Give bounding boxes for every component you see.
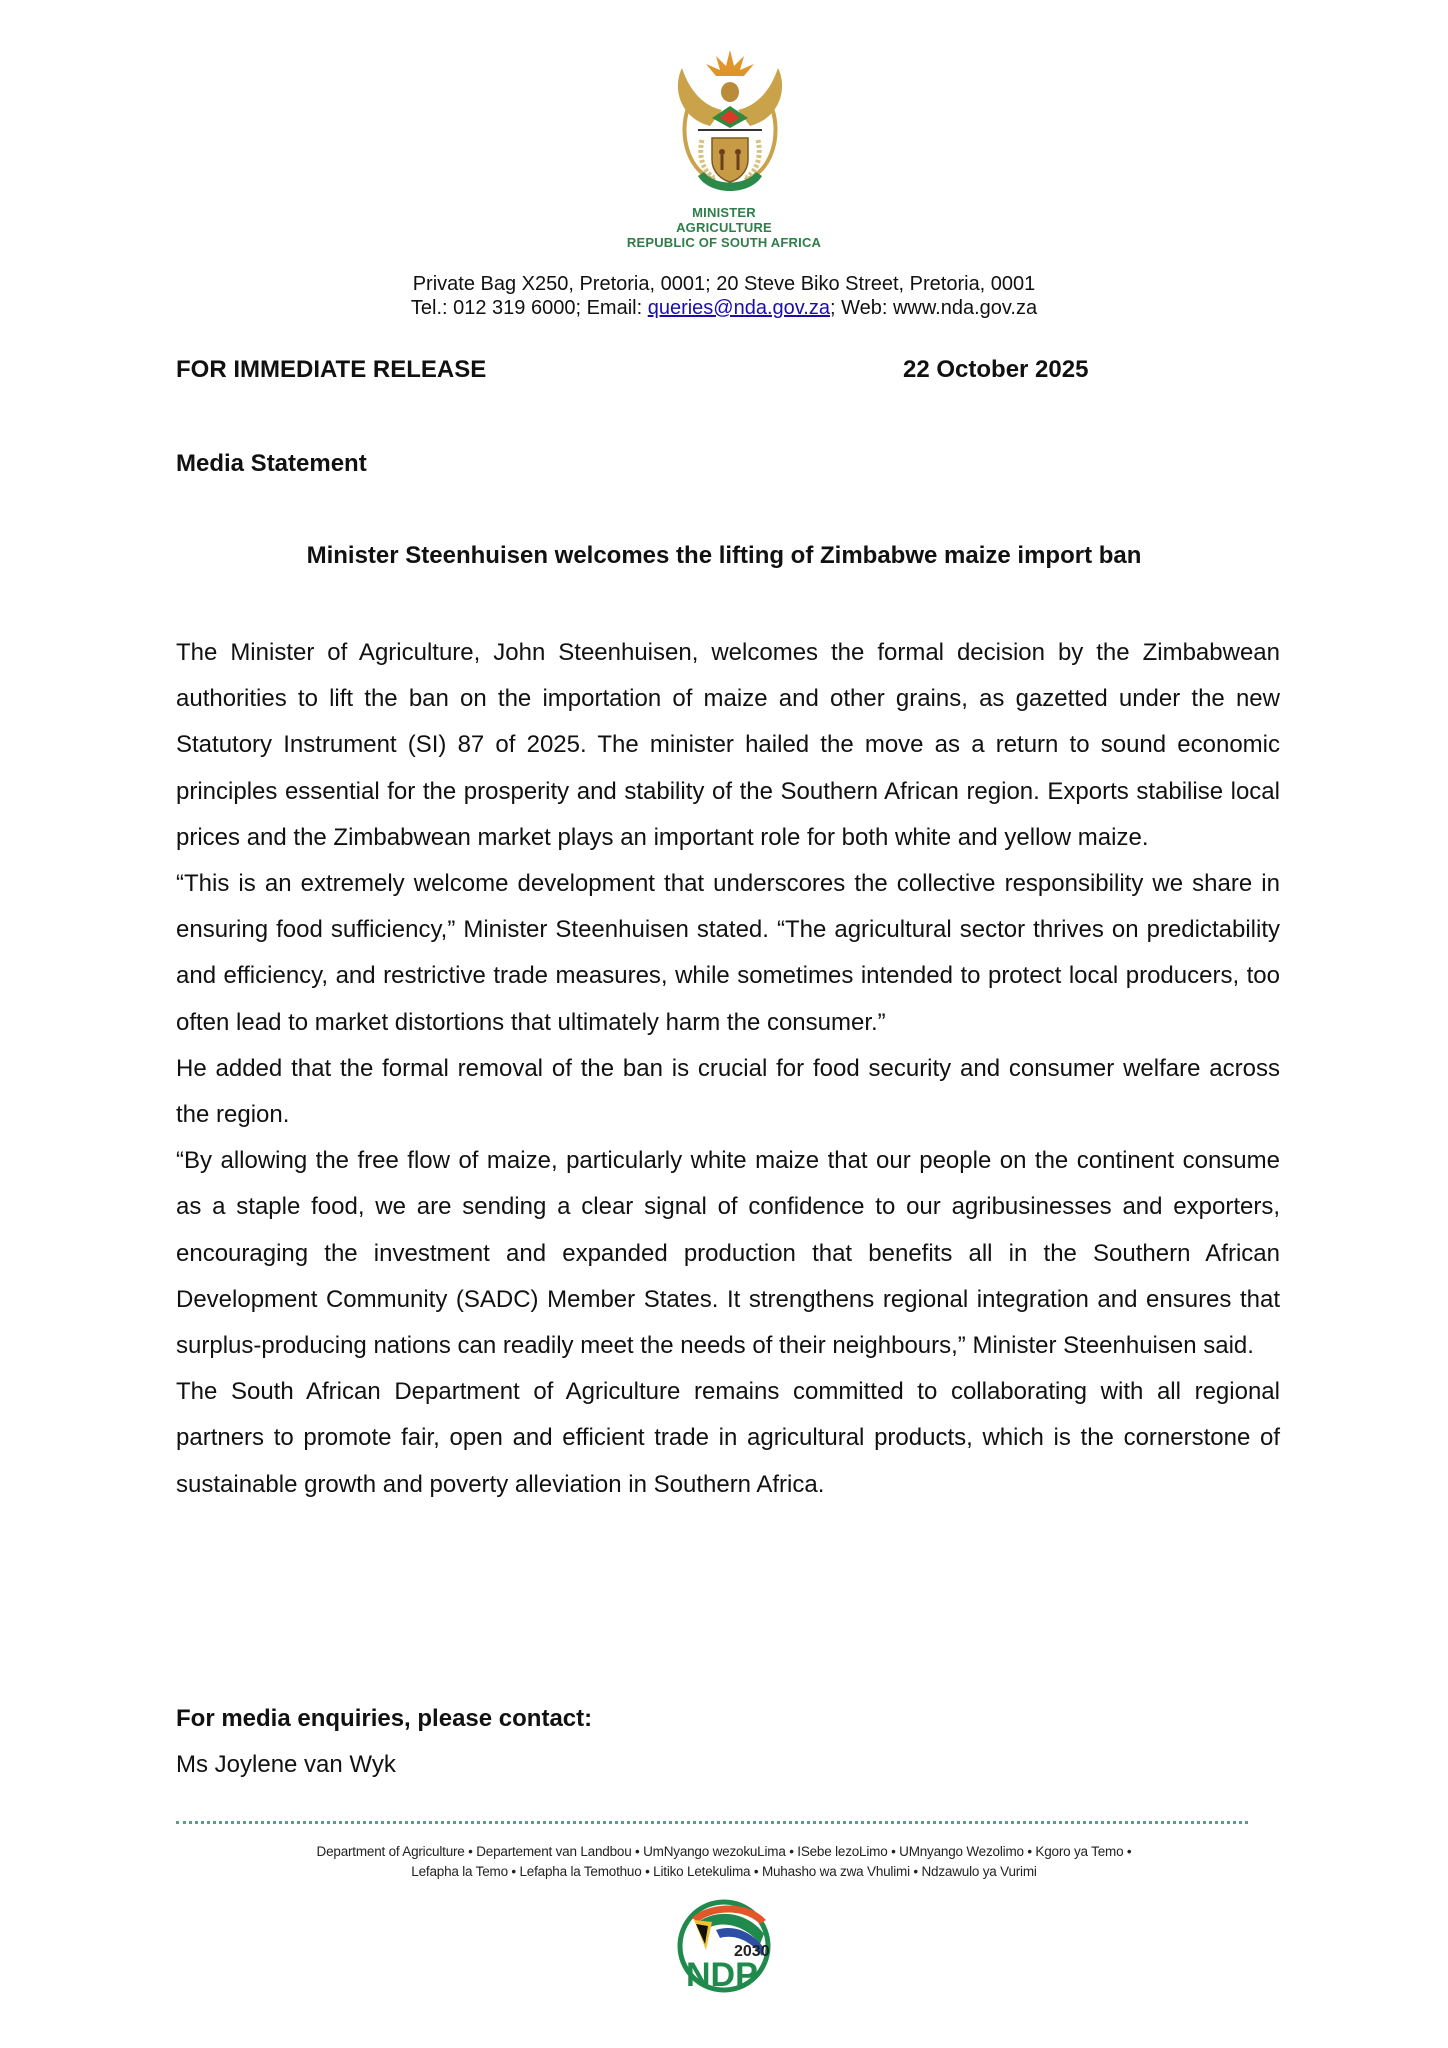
release-label: FOR IMMEDIATE RELEASE — [176, 356, 487, 383]
paragraph: He added that the formal removal of the ban is crucial for food security and consumer welfare across the region. — [176, 1054, 1280, 1129]
postal-address: Private Bag X250, Pretoria, 0001; 20 Steve Biko Street, Pretoria, 0001 — [412, 273, 1036, 295]
paragraph: The South African Department of Agriculture remains committed to collaborating with all regional partners to promote fair, open and efficient trade in agricultural products, which is the cornerstone of sustainable growth and poverty alleviation in Southern Africa. — [176, 1378, 1280, 1498]
contact-name: Ms Joylene van Wyk — [176, 1751, 396, 1778]
paragraph: The Minister of Agriculture, John Steenhuisen, welcomes the formal decision by the Zimbabwean authorities to lift the ban on the importation of maize and other grains, as gazetted under the new Statutory Instrument (SI) 87 of 2025. The minister hailed the move as a return to sound economic principles essential for the prosperity and stability of the Southern African region. Exports stabilise local prices and the Zimbabwean market plays an important role for both white and yellow maize. — [176, 639, 1280, 851]
office-line-agriculture: AGRICULTURE — [676, 220, 772, 235]
address-block — [0, 272, 1448, 320]
website-text: ; Web: www.nda.gov.za — [829, 297, 1038, 319]
contact-line — [0, 296, 1448, 320]
statement-type: Media Statement — [176, 450, 367, 477]
ndp-year: 2030 — [734, 1943, 770, 1960]
office-line-minister: MINISTER — [692, 205, 756, 220]
statement-body — [176, 630, 1280, 1508]
department-names-line: Lefapha la Temo • Lefapha la Temothuo • Litiko Letekulima • Muhasho wa zwa Vhulimi • Ndzawulo ya Vurimi — [411, 1864, 1037, 1879]
enquiries-heading: For media enquiries, please contact: — [176, 1705, 593, 1732]
media-enquiries — [176, 1696, 592, 1788]
release-row — [176, 356, 1116, 384]
office-line-country: REPUBLIC OF SOUTH AFRICA — [626, 235, 822, 250]
footer-divider — [176, 1821, 1248, 1824]
ndp-text: NDP — [686, 1956, 758, 1994]
ministry-name-block — [0, 205, 1448, 250]
release-date: 22 October 2025 — [903, 356, 1089, 383]
email-link[interactable]: queries@nda.gov.za — [647, 297, 830, 319]
department-names-line: Department of Agriculture • Departement van Landbou • UmNyango wezokuLima • ISebe lezoLimo • UMnyango Wezolimo • Kgoro ya Temo • — [316, 1844, 1132, 1859]
ndp-2030-logo-icon — [668, 1894, 780, 1994]
coat-of-arms-icon — [670, 48, 790, 198]
paragraph: “By allowing the free flow of maize, particularly white maize that our people on the continent consume as a staple food, we are sending a clear signal of confidence to our agribusinesses and exporters, encouraging the investment and expanded production that benefits all in the Southern African Development Community (SADC) Member States. It strengthens regional integration and ensures that surplus-producing nations can readily meet the needs of their neighbours,” Minister Steenhuisen said. — [176, 1147, 1280, 1360]
paragraph: “This is an extremely welcome development that underscores the collective responsibility we share in ensuring food sufficiency,” Minister Steenhuisen stated. “The agricultural sector thrives on predictability and efficiency, and restrictive trade measures, while sometimes intended to protect local producers, too often lead to market distortions that ultimately harm the consumer.” — [176, 870, 1280, 1036]
statement-title: Minister Steenhuisen welcomes the lifting of Zimbabwe maize import ban — [306, 542, 1142, 569]
telephone-text: Tel.: 012 319 6000; Email: — [410, 297, 648, 319]
department-names-multilingual — [0, 1842, 1448, 1882]
